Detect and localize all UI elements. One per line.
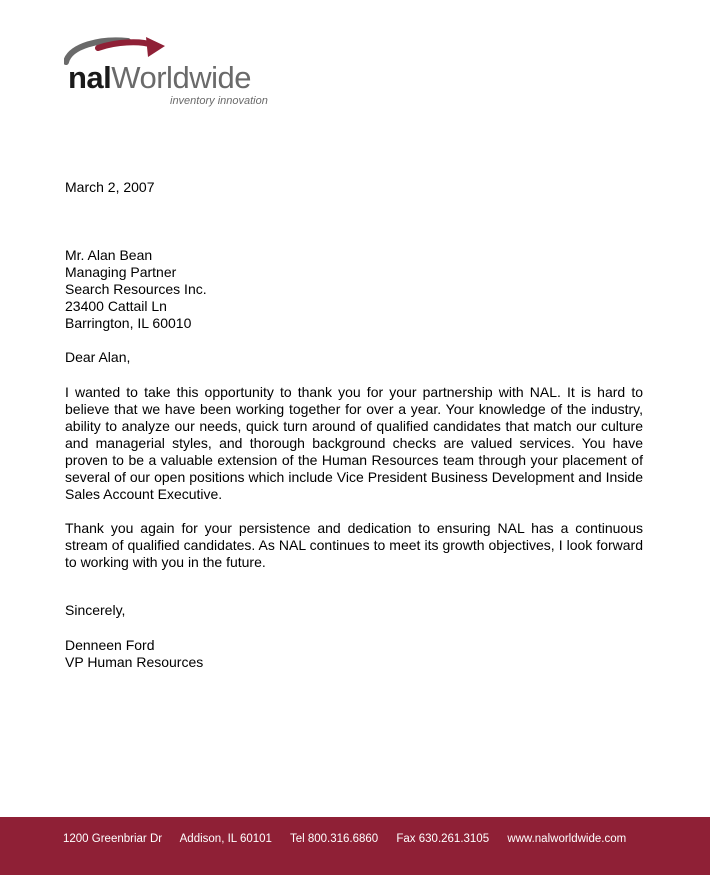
footer-address: 1200 Greenbriar Dr: [63, 833, 163, 845]
salutation-text: Dear Alan,: [65, 349, 131, 365]
logo-worldwide-text: Worldwide: [111, 60, 251, 95]
closing: [65, 602, 643, 619]
signer-name: Denneen Ford: [65, 637, 155, 653]
logo-wordmark: [68, 60, 251, 96]
body-paragraph: Thank you again for your persistence and dedication to ensuring NAL has a continuous stream of qualified candidates. As NAL continues to meet its growth objectives, I look forward to working with you in the future.: [65, 520, 643, 570]
recipient-name: Mr. Alan Bean: [65, 247, 153, 263]
company-logo: [64, 36, 284, 116]
footer-fax: Fax 630.261.3105: [396, 833, 490, 845]
footer-website-link[interactable]: www.nalworldwide.com: [507, 833, 627, 845]
recipient-city: Barrington, IL 60010: [65, 315, 192, 331]
signature-block: [65, 637, 643, 671]
body-paragraph: I wanted to take this opportunity to thank you for your partnership with NAL. It is hard to believe that we have been working together for over a year. Your knowledge of the industry, ability to analyze our needs, quick turn around of qualified candidates that match our culture and managerial styles, and thorough background checks are valued services. You have proven to be a valuable extension of the Human Resources team through your placement of several of our open positions which include Vice President Business Development and Inside Sales Account Executive.: [65, 384, 643, 502]
closing-text: Sincerely,: [65, 602, 126, 618]
recipient-title: Managing Partner: [65, 264, 177, 280]
recipient-company: Search Resources Inc.: [65, 281, 207, 297]
logo-tagline: inventory innovation: [170, 95, 268, 107]
footer-contact-line: [63, 833, 626, 845]
salutation: [65, 349, 643, 366]
footer-tel: Tel 800.316.6860: [289, 833, 379, 845]
recipient-street: 23400 Cattail Ln: [65, 298, 167, 314]
footer-city: Addison, IL 60101: [179, 833, 272, 845]
date-text: March 2, 2007: [65, 179, 155, 195]
signer-title: VP Human Resources: [65, 654, 204, 670]
logo-nal-text: nal: [68, 60, 112, 95]
footer-bar: [0, 817, 710, 875]
recipient-address-block: [65, 247, 643, 332]
letter-date: [65, 179, 643, 196]
